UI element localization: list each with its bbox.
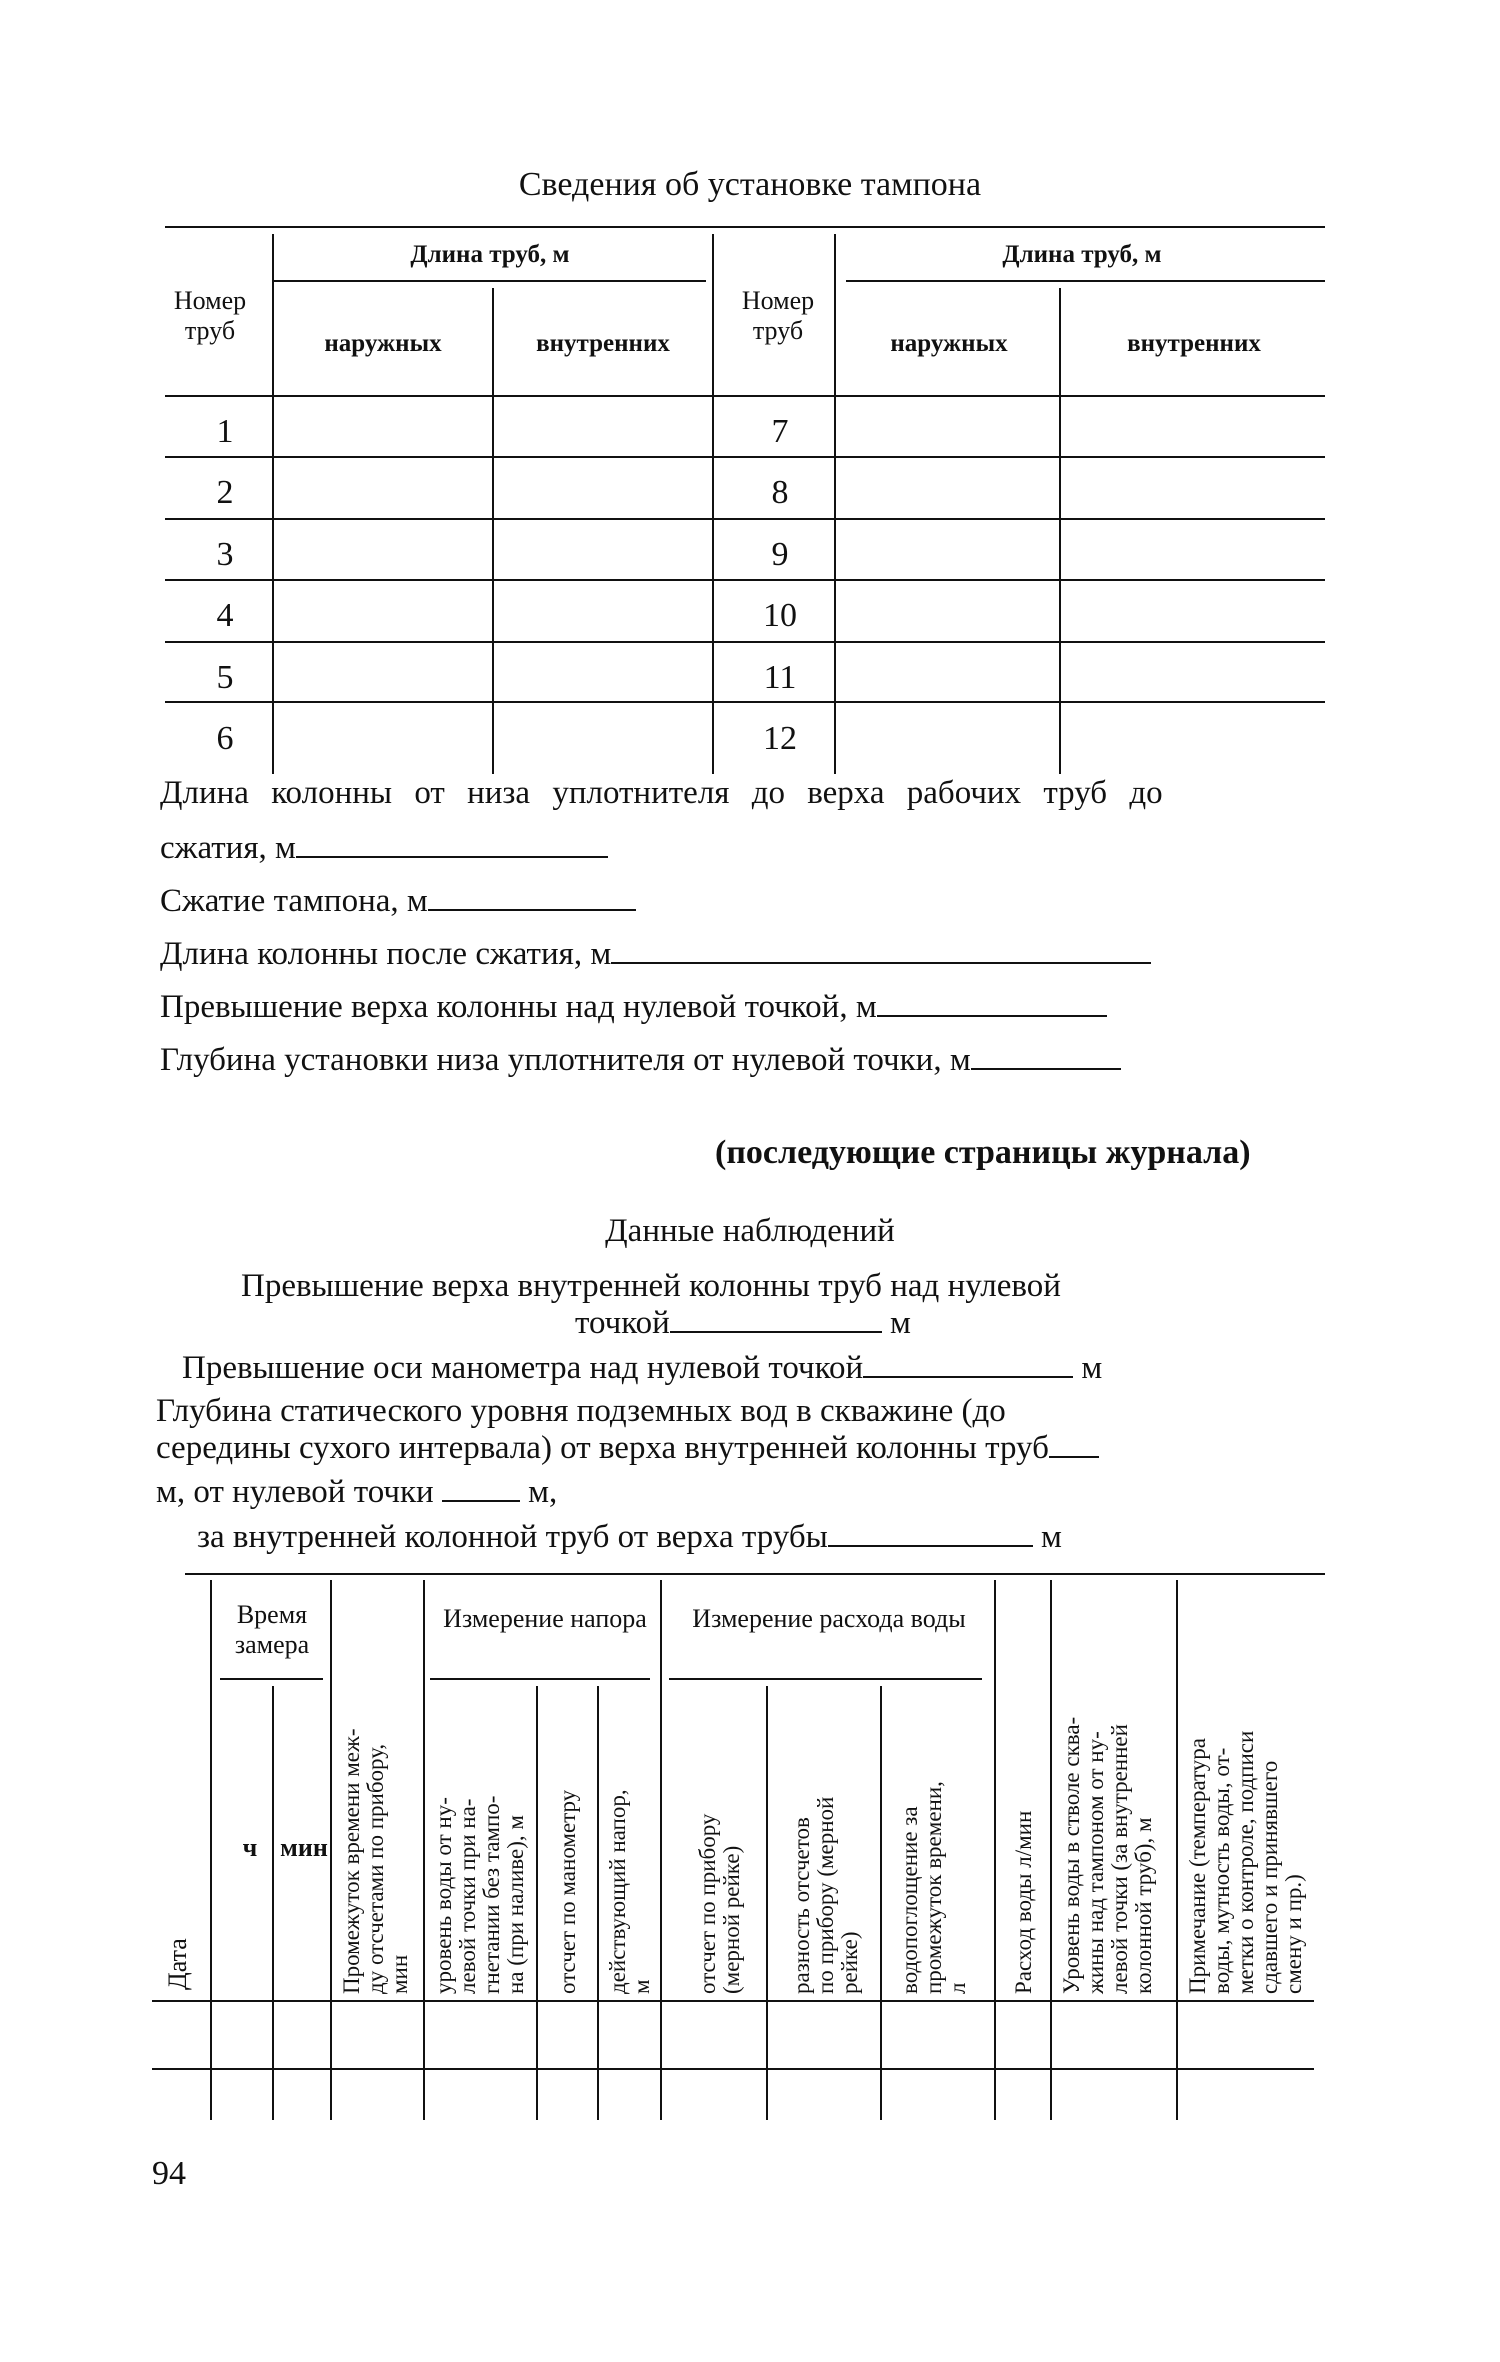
blank-line xyxy=(971,1040,1121,1070)
unit-m: м, xyxy=(528,1474,558,1510)
field-depth-label: Глубина установки низа уплотнителя от нулевой точки, м xyxy=(160,1042,971,1078)
header-pipe-number-left: Номер труб xyxy=(173,286,247,345)
blank-line xyxy=(828,1517,1033,1547)
header-absorption: водопоглощение за промежуток времени, л xyxy=(897,1781,970,1994)
page-number: 94 xyxy=(152,2155,186,2192)
header-inner-left: внутренних xyxy=(536,330,670,357)
row-number: 9 xyxy=(771,536,789,573)
header-length-right: Длина труб, м xyxy=(1002,241,1162,268)
row-number: 5 xyxy=(216,659,234,696)
header-flow-measurement: Измерение расхода воды xyxy=(692,1604,966,1633)
header-trunk-level: Уровень воды в стволе сква- жины над тампоном от ну- левой точки (за внутренней колонной труб), м xyxy=(1059,1716,1156,1994)
field-elevation-label: Превышение верха колонны над нулевой точкой, м xyxy=(160,989,877,1025)
row-number: 8 xyxy=(771,474,789,511)
row-number: 12 xyxy=(763,720,797,757)
blank-line xyxy=(877,987,1107,1017)
unit-m: м xyxy=(1081,1350,1103,1386)
row-number: 3 xyxy=(216,536,234,573)
blank-line xyxy=(296,828,608,858)
header-head-measurement: Измерение напора xyxy=(443,1604,647,1633)
header-effective-head: действующий напор, м xyxy=(605,1789,654,1994)
header-minutes: мин xyxy=(280,1833,328,1862)
field-length-before-label: сжатия, м xyxy=(160,830,296,866)
header-outer-right: наружных xyxy=(890,330,1008,357)
blank-line xyxy=(670,1303,882,1333)
header-water-level: уровень воды от ну- левой точки при на- гнетании без тампо- на (при наливе), м xyxy=(431,1795,528,1994)
unit-m: м xyxy=(1041,1519,1062,1555)
next-pages-note: (последующие страницы журнала) xyxy=(715,1134,1251,1171)
observation-p1-cont: точкой xyxy=(575,1305,670,1341)
header-flow-rate: Расход воды л/мин xyxy=(1011,1810,1036,1994)
section2-title: Данные наблюдений xyxy=(605,1213,895,1249)
field-length-after-label: Длина колонны после сжатия, м xyxy=(160,936,612,972)
unit-m: м xyxy=(890,1305,911,1341)
section-title: Сведения об установке тампона xyxy=(518,166,982,203)
header-pipe-number-right: Номер труб xyxy=(741,286,815,345)
row-number: 11 xyxy=(763,659,797,696)
row-number: 1 xyxy=(216,413,234,450)
row-number: 4 xyxy=(216,597,234,634)
header-date: Дата xyxy=(163,1938,192,1990)
header-reading-diff: разность отсчетов по прибору (мерной рейке) xyxy=(789,1796,862,1994)
field-compression-label: Сжатие тампона, м xyxy=(160,883,428,919)
header-manometer: отсчет по манометру xyxy=(555,1789,580,1994)
header-outer-left: наружных xyxy=(324,330,442,357)
field-length-before: Длина колонны от низа уплотнителя до верха рабочих труб до xyxy=(160,775,1163,811)
header-interval: Промежуток времени меж- ду отсчетами по прибору, мин xyxy=(339,1728,412,1994)
observation-p3-cont: м, от нулевой точки xyxy=(156,1474,434,1510)
header-device-reading: отсчет по прибору (мерной рейке) xyxy=(695,1813,744,1994)
header-inner-right: внутренних xyxy=(1127,330,1261,357)
row-number: 10 xyxy=(763,597,797,634)
header-length-left: Длина труб, м xyxy=(410,241,570,268)
observation-p2: Превышение оси манометра над нулевой точкой xyxy=(182,1350,864,1386)
header-time: Время замера xyxy=(234,1600,310,1659)
row-number: 2 xyxy=(216,474,234,511)
observation-p1: Превышение верха внутренней колонны труб над нулевой xyxy=(241,1268,1061,1304)
blank-line xyxy=(863,1348,1073,1378)
observation-p4: за внутренней колонной труб от верха трубы xyxy=(197,1519,828,1555)
observation-p3: Глубина статического уровня подземных вод в скважине (до xyxy=(156,1393,1006,1429)
row-number: 6 xyxy=(216,720,234,757)
row-number: 7 xyxy=(771,413,789,450)
header-hours: ч xyxy=(242,1833,258,1862)
header-note: Примечание (температура воды, мутность воды, от- метки о контроле, подписи сдавшего и принявшего смену и пр.) xyxy=(1185,1730,1306,1994)
blank-line xyxy=(442,1472,520,1502)
blank-line xyxy=(428,881,636,911)
observation-p3-cont: середины сухого интервала) от верха внутренней колонны труб xyxy=(156,1430,1049,1466)
blank-line xyxy=(1049,1428,1099,1458)
blank-line xyxy=(611,934,1151,964)
